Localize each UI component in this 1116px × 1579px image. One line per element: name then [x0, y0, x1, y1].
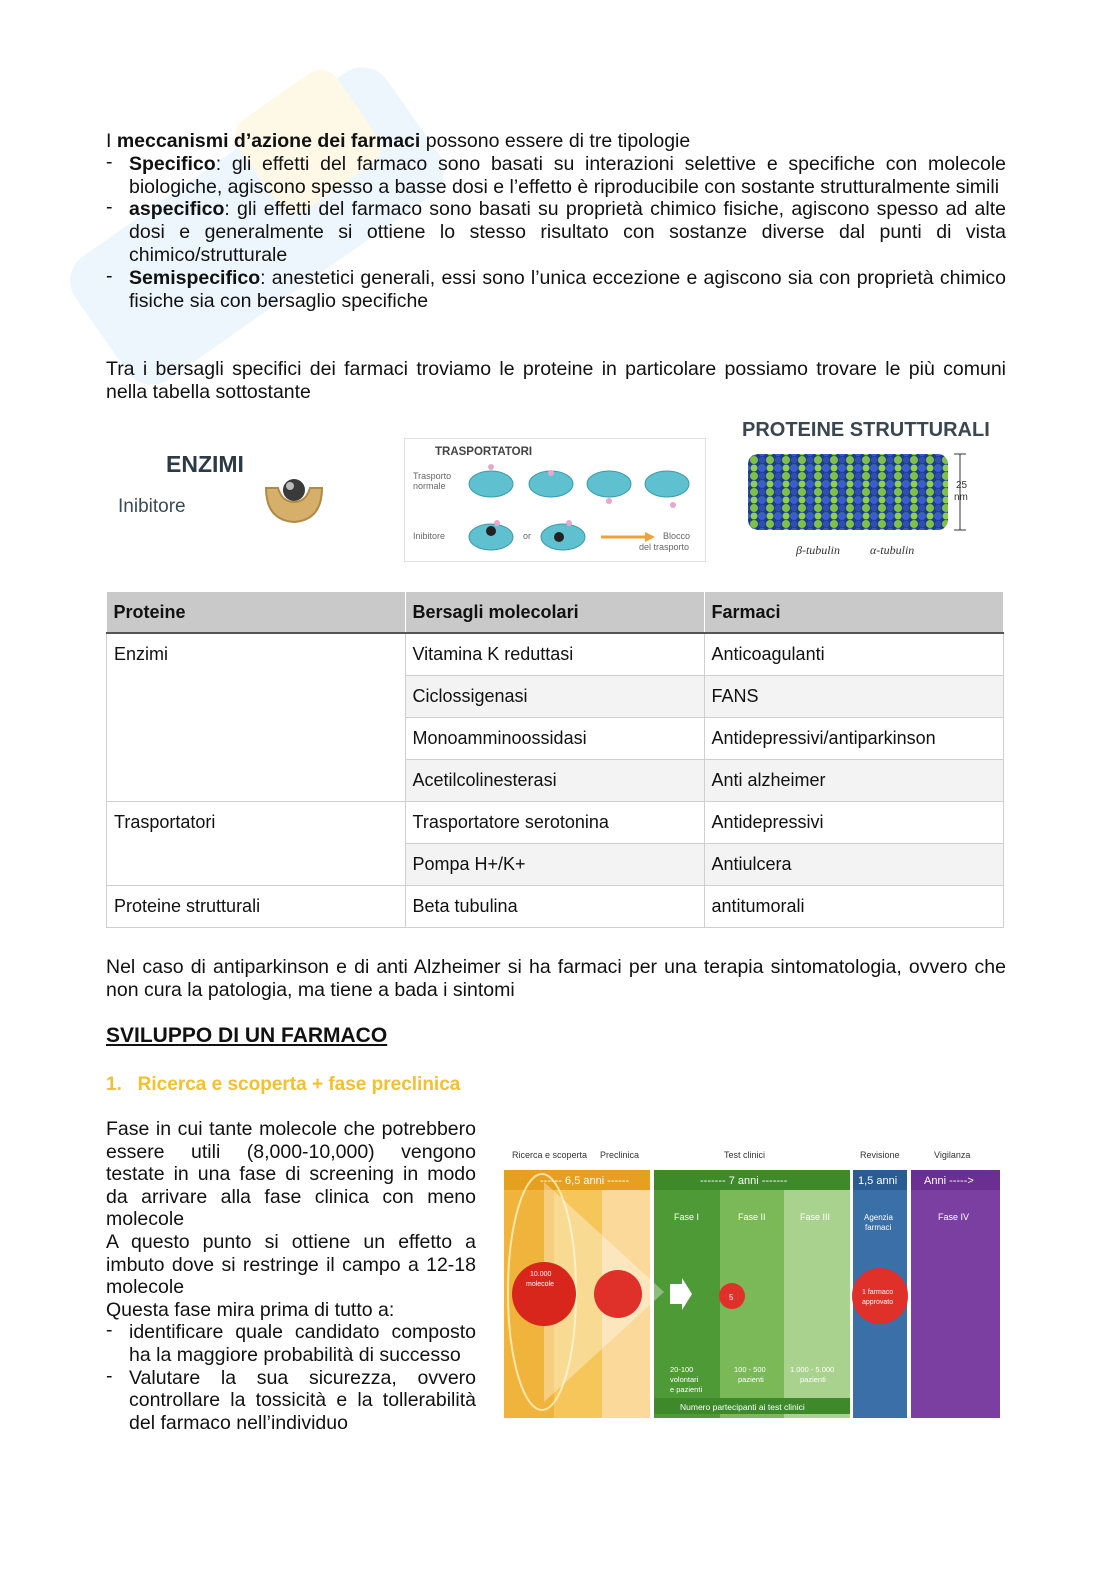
tl-participants-label: Numero partecipanti ai test clinici [680, 1402, 805, 1412]
phase-list [106, 1321, 476, 1434]
tl-col-vigilanza [911, 1170, 1000, 1418]
tl-fase4: Fase IV [938, 1212, 970, 1222]
cell-target: Pompa H+/K+ [405, 844, 704, 886]
tl-dur-4: Anni -----> [924, 1175, 974, 1187]
protein-targets-table [106, 592, 1004, 928]
note-paragraph: Nel caso di antiparkinson e di anti Alzheimer si ha farmaci per una terapia sintomatologia, ovvero che non cura la patologia, ma tiene a bada i sintomi [106, 956, 1006, 1001]
cell-target: Trasportatore serotonina [405, 802, 704, 844]
col-farmaci: Farmaci [704, 592, 1004, 633]
item-text: : gli effetti del farmaco sono basati su proprietà chimico fisiche, agiscono spesso ad alte dosi e generalmente si ottiene lo stesso risultato con sostanze diverse dal punti di vista chimico/strutturale [129, 198, 1006, 266]
cell-protein: Trasportatori [107, 802, 406, 886]
item-term: Specifico [129, 152, 216, 175]
str-alpha: α-tubulin [870, 543, 915, 557]
tl-agenzia-2: farmaci [865, 1223, 892, 1232]
cell-protein: Proteine strutturali [107, 886, 406, 928]
section-title: SVILUPPO DI UN FARMACO [106, 1024, 388, 1047]
list-item [106, 267, 1006, 313]
cell-target: Acetilcolinesterasi [405, 760, 704, 802]
mechanism-list [106, 153, 1006, 313]
str-size-2: nm [954, 492, 968, 503]
tra-block-2: del trasporto [639, 542, 690, 552]
phase-p2: A questo punto si ottiene un effetto a imbuto dove si restringe il campo a 12-18 molecole [106, 1230, 476, 1299]
tra-title: TRASPORTATORI [435, 446, 533, 458]
cell-target: Vitamina K reduttasi [405, 633, 704, 676]
tl-p1-1: 20-100 [670, 1365, 694, 1374]
lead-prefix: I [106, 130, 117, 152]
str-title: PROTEINE STRUTTURALI [742, 419, 990, 441]
str-size-1: 25 [956, 480, 968, 491]
tl-h-preclinica: Preclinica [600, 1150, 640, 1160]
enzimi-figure [106, 410, 356, 540]
item-text: : anestetici generali, essi sono l’unica eccezione e agiscono sia con proprietà chimico fisiche sia con bersaglio specifiche [129, 266, 1006, 312]
tl-h-vigilanza: Vigilanza [934, 1150, 971, 1160]
tl-fase2: Fase II [738, 1212, 766, 1222]
cell-target: Beta tubulina [405, 886, 704, 928]
subsection-title: 1. Ricerca e scoperta + fase preclinica [106, 1074, 461, 1095]
tl-h-ricerca: Ricerca e scoperta [512, 1150, 588, 1160]
phase-p3: Questa fase mira prima di tutto a: [106, 1298, 395, 1321]
cell-drug: Anticoagulanti [704, 633, 1004, 676]
tl-mol-1: 10.000 [530, 1271, 552, 1278]
cell-drug: antitumorali [704, 886, 1004, 928]
tra-normal-1: Trasporto [413, 471, 452, 481]
tra-or: or [523, 531, 532, 541]
list-item [106, 153, 1006, 199]
tl-p2-2: pazienti [738, 1375, 764, 1384]
list-item [106, 198, 1006, 266]
table-row [107, 633, 1004, 676]
tl-five: 5 [729, 1293, 734, 1302]
tl-dur-1: ------ 6,5 anni ------ [540, 1175, 630, 1187]
cell-target: Monoamminoossidasi [405, 718, 704, 760]
microtubule [748, 454, 948, 530]
intro-paragraph [106, 130, 1006, 312]
tl-approved-circle [852, 1268, 908, 1324]
intro-lead [106, 130, 1006, 153]
tl-h-test: Test clinici [724, 1150, 766, 1160]
col-proteine: Proteine [107, 592, 406, 633]
str-beta: β-tubulin [796, 543, 840, 557]
tl-fase1: Fase I [674, 1212, 700, 1222]
cell-protein: Enzimi [107, 633, 406, 802]
lead-bold: meccanismi d’azione dei farmaci [116, 130, 421, 152]
inhibitor-ball [283, 479, 305, 501]
col-bersagli: Bersagli molecolari [405, 592, 704, 633]
tra-inhib: Inibitore [413, 531, 446, 541]
tl-p1-3: e pazienti [670, 1385, 703, 1394]
cell-drug: Antiulcera [704, 844, 1004, 886]
enzimi-label: Inibitore [118, 496, 186, 517]
table-header-row [107, 592, 1004, 633]
list-item: - Valutare la sua sicurezza, ovvero controllare la tossicità e la tollerabilità del farmaco nell’individuo [106, 1367, 476, 1435]
table-row [107, 886, 1004, 928]
tl-dur-2: ------- 7 anni ------- [700, 1175, 788, 1187]
item-term: Semispecifico [129, 266, 261, 289]
tl-h-revisione: Revisione [860, 1150, 900, 1160]
tl-p2-1: 100 - 500 [734, 1365, 766, 1374]
tl-p3-1: 1.000 - 5.000 [790, 1365, 835, 1374]
enzimi-title: ENZIMI [166, 451, 244, 477]
tl-dur-3: 1,5 anni [858, 1175, 898, 1187]
tl-approved-2: approvato [862, 1299, 894, 1306]
table-row [107, 802, 1004, 844]
tl-p3-2: pazienti [800, 1375, 826, 1384]
tra-normal-2: normale [413, 481, 446, 491]
strutturali-figure [734, 408, 1014, 566]
tl-fase3: Fase III [800, 1212, 831, 1222]
tra-block-1: Blocco [663, 531, 691, 541]
item-text: : gli effetti del farmaco sono basati su interazioni selettive e specifiche con molecole biologiche, agiscono spesso a basse dosi e l’effetto è riproducibile con sostante strutturalmente simili [129, 152, 1006, 198]
item-term: aspecifico [129, 198, 225, 221]
tl-preclinical-circle [594, 1270, 642, 1318]
lead-suffix: possono essere di tre tipologie [420, 130, 691, 152]
cell-target: Ciclossigenasi [405, 676, 704, 718]
tl-agenzia-1: Agenzia [864, 1213, 893, 1222]
cell-drug: Antidepressivi [704, 802, 1004, 844]
tl-approved-1: 1 farmaco [862, 1289, 894, 1296]
drug-development-timeline [504, 1142, 1000, 1422]
cell-drug: Anti alzheimer [704, 760, 1004, 802]
list-item: - identificare quale candidato composto ha la maggiore probabilità di successo [106, 1321, 476, 1366]
tl-p1-2: volontari [670, 1375, 699, 1384]
phase-p1: Fase in cui tante molecole che potrebbero essere utili (8,000-10,000) vengono testate in una fase di screening in modo da arrivare alla fase clinica con meno molecole [106, 1118, 476, 1231]
tl-mol-2: molecole [526, 1281, 555, 1288]
targets-paragraph: Tra i bersagli specifici dei farmaci troviamo le proteine in particolare possiamo trovare le più comuni nella tabella sottostante [106, 358, 1006, 403]
cell-drug: FANS [704, 676, 1004, 718]
cell-drug: Antidepressivi/antiparkinson [704, 718, 1004, 760]
phase-paragraph [106, 1118, 476, 1434]
trasportatori-figure [404, 438, 706, 562]
